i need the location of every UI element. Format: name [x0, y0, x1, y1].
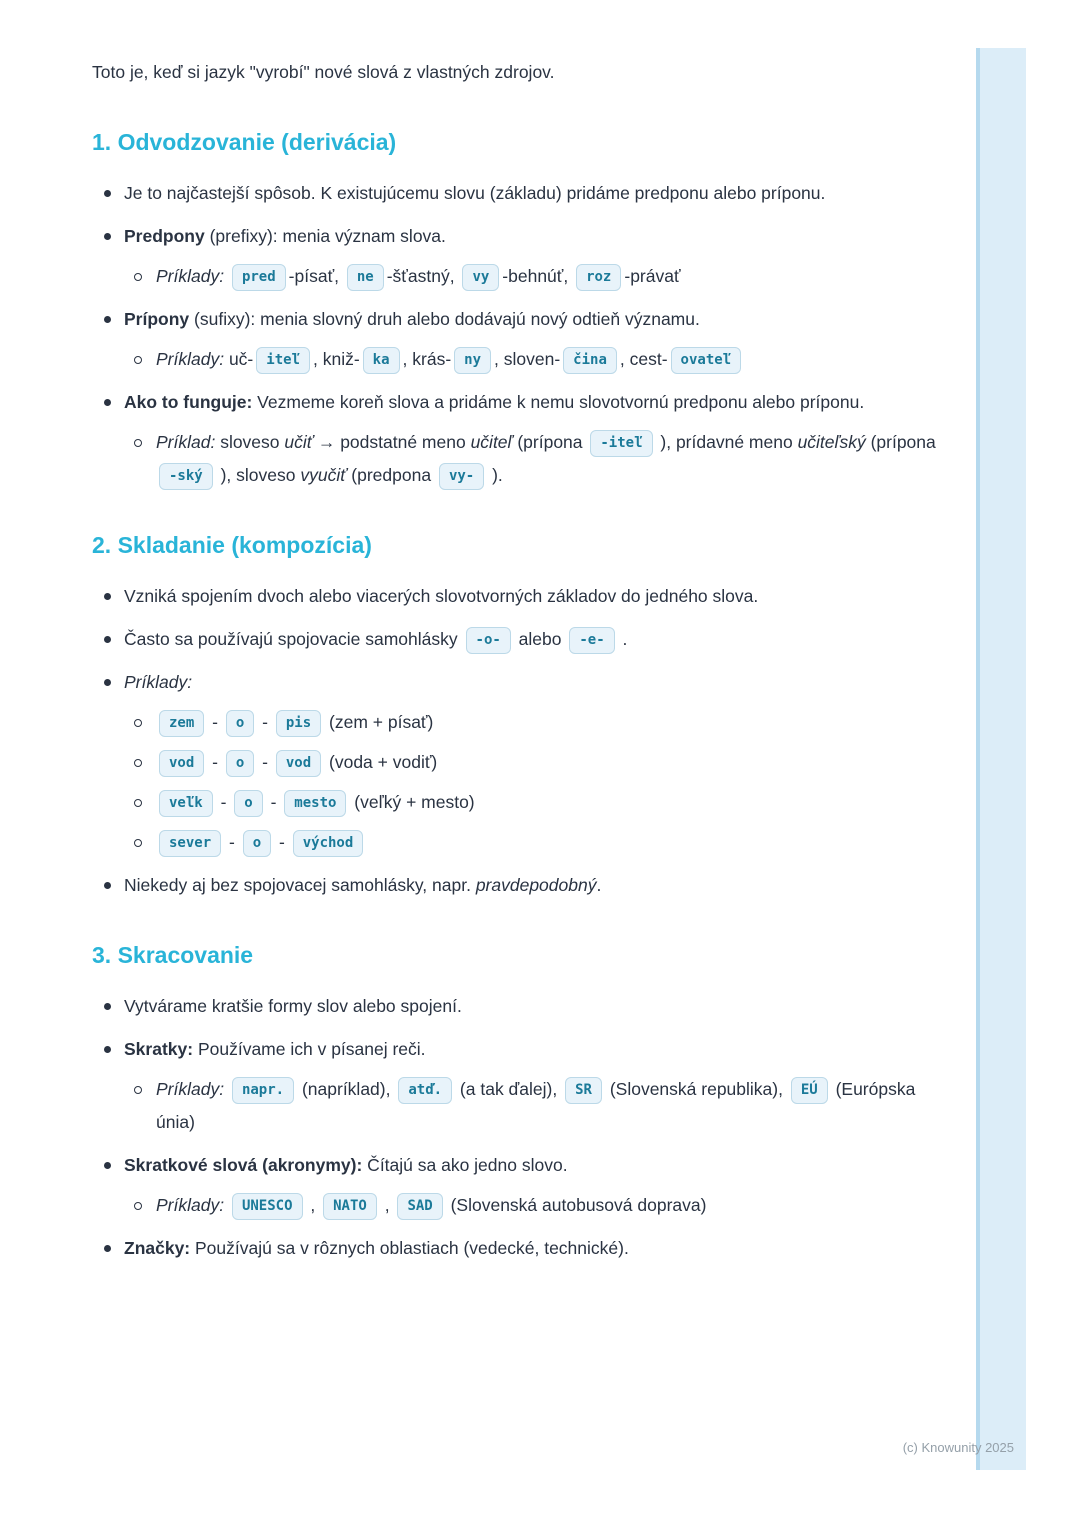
bullet-circle-icon	[134, 1073, 156, 1139]
list-item	[92, 990, 944, 1023]
list-item-text	[124, 580, 944, 613]
text-segment: Príklad:	[156, 432, 216, 452]
bullet-circle-icon	[134, 426, 156, 492]
sub-list-item	[92, 786, 944, 819]
text-segment: Príklady:	[156, 349, 229, 369]
list-item-text	[156, 260, 944, 293]
text-segment: -	[257, 712, 273, 732]
text-segment: , sloven-	[494, 349, 561, 369]
code-chip: EÚ	[791, 1077, 828, 1104]
sub-list-item	[92, 1189, 944, 1222]
code-chip: východ	[293, 830, 364, 857]
copyright-notice: (c) Knowunity 2025	[902, 1440, 1014, 1455]
list-item	[92, 869, 944, 902]
bullet-dot-icon	[92, 869, 124, 902]
text-segment: 3. Skracovanie	[92, 942, 254, 968]
text-segment: Značky:	[124, 1238, 191, 1258]
code-chip: ne	[347, 264, 384, 291]
list-item-text	[124, 220, 944, 253]
code-chip: zem	[159, 710, 204, 737]
list-item-text	[124, 1033, 944, 1066]
text-segment: Niekedy aj bez spojovacej samohlásky, napr.	[124, 875, 476, 895]
text-segment: ,	[379, 1195, 395, 1215]
bullet-dot-icon	[92, 177, 124, 210]
code-chip: SAD	[397, 1193, 442, 1220]
list-item-text	[124, 386, 944, 419]
code-chip: vy	[462, 264, 499, 291]
list-item	[92, 303, 944, 336]
text-segment: alebo	[513, 629, 567, 649]
code-chip: sever	[159, 830, 221, 857]
list-item-text	[156, 706, 944, 739]
text-segment: pravdepodobný	[475, 875, 597, 895]
list-item-text	[124, 869, 944, 902]
page-edge-strip	[980, 48, 1026, 1470]
list-item-text	[156, 786, 944, 819]
list-item-text	[156, 826, 944, 859]
list-item	[92, 1232, 944, 1265]
code-chip: o	[234, 790, 262, 817]
text-segment: (prípona	[865, 432, 936, 452]
text-segment: Ako to funguje:	[124, 392, 253, 412]
bullet-dot-icon	[92, 580, 124, 613]
text-segment: vyučiť	[300, 465, 347, 485]
text-segment: (a tak ďalej),	[455, 1079, 563, 1099]
list-item-text	[156, 1073, 944, 1139]
code-chip: NATO	[323, 1193, 377, 1220]
text-segment: -právať	[624, 266, 681, 286]
code-chip: o	[226, 750, 254, 777]
text-segment: Príklady:	[124, 672, 193, 692]
text-segment: (prefixy): menia význam slova.	[204, 226, 446, 246]
text-segment: (napríklad),	[297, 1079, 396, 1099]
list-item-text	[124, 623, 944, 656]
text-segment: Predpony	[124, 226, 205, 246]
bullet-dot-icon	[92, 990, 124, 1023]
code-chip: ovateľ	[671, 347, 742, 374]
text-segment: uč-	[228, 349, 254, 369]
text-segment: Príklady:	[156, 1195, 229, 1215]
text-segment: -	[215, 792, 232, 812]
intro-paragraph	[92, 56, 944, 89]
sub-list-item	[92, 826, 944, 859]
text-segment: Vytvárame kratšie formy slov alebo spojení.	[124, 996, 462, 1016]
sub-list-item	[92, 426, 944, 492]
code-chip: pis	[276, 710, 321, 737]
text-segment: -behnúť,	[502, 266, 574, 286]
code-chip: o	[243, 830, 271, 857]
text-segment: Je to najčastejší spôsob. K existujúcemu slovu (základu) pridáme predponu alebo príponu.	[124, 183, 826, 203]
sub-list-item	[92, 260, 944, 293]
list-item	[92, 1149, 944, 1182]
bullet-dot-icon	[92, 666, 124, 699]
text-segment: -	[224, 832, 240, 852]
list-item-text	[156, 746, 944, 779]
bullet-dot-icon	[92, 623, 124, 656]
list-item-text	[156, 343, 944, 376]
text-segment: Toto je, keď si jazyk "vyrobí" nové slová z vlastných zdrojov.	[92, 62, 555, 82]
list-item-text	[124, 666, 944, 699]
list-item-text	[124, 1149, 944, 1182]
bullet-circle-icon	[134, 1189, 156, 1222]
text-segment: -	[265, 792, 282, 812]
list-item	[92, 220, 944, 253]
bullet-dot-icon	[92, 303, 124, 336]
sub-list-item	[92, 746, 944, 779]
text-segment: Čítajú sa ako jedno slovo.	[362, 1155, 568, 1175]
text-segment: Používame ich v písanej reči.	[193, 1039, 426, 1059]
list-item	[92, 580, 944, 613]
code-chip: UNESCO	[232, 1193, 303, 1220]
sub-list-item	[92, 343, 944, 376]
code-chip: mesto	[284, 790, 346, 817]
text-segment: (predpona	[346, 465, 436, 485]
text-segment: (Európska únia)	[156, 1079, 916, 1132]
text-segment: Príklady:	[156, 266, 229, 286]
text-segment: -	[207, 712, 223, 732]
text-segment: .	[617, 629, 628, 649]
text-segment: ).	[487, 465, 503, 485]
code-chip: veľk	[159, 790, 213, 817]
text-segment: učiť	[284, 432, 313, 452]
text-segment: Skratkové slová (akronymy):	[124, 1155, 363, 1175]
code-chip: -ský	[159, 463, 213, 490]
bullet-circle-icon	[134, 786, 156, 819]
list-item-text	[124, 177, 944, 210]
text-segment: , cest-	[619, 349, 668, 369]
bullet-dot-icon	[92, 1232, 124, 1265]
text-segment: (sufixy): menia slovný druh alebo dodávajú nový odtieň významu.	[189, 309, 700, 329]
text-segment: -	[257, 752, 273, 772]
bullet-circle-icon	[134, 706, 156, 739]
code-chip: iteľ	[256, 347, 310, 374]
bullet-circle-icon	[134, 826, 156, 859]
text-segment: -šťastný,	[386, 266, 460, 286]
text-segment: 2. Skladanie (kompozícia)	[92, 532, 372, 558]
sub-list-item	[92, 1073, 944, 1139]
text-segment: Používajú sa v rôznych oblastiach (vedecké, technické).	[190, 1238, 629, 1258]
list-item	[92, 623, 944, 656]
code-chip: roz	[576, 264, 621, 291]
text-segment: (zem + písať)	[324, 712, 434, 732]
code-chip: ny	[454, 347, 491, 374]
document-content	[92, 56, 944, 1275]
text-segment: (veľký + mesto)	[349, 792, 475, 812]
bullet-dot-icon	[92, 220, 124, 253]
section-heading	[92, 530, 944, 560]
text-segment: Skratky:	[124, 1039, 194, 1059]
text-segment: ,	[305, 1195, 321, 1215]
bullet-dot-icon	[92, 1149, 124, 1182]
list-item-text	[124, 1232, 944, 1265]
code-chip: vy-	[439, 463, 484, 490]
text-segment: .	[596, 875, 602, 895]
bullet-circle-icon	[134, 343, 156, 376]
text-segment: (voda + vodiť)	[324, 752, 438, 772]
text-segment: -	[274, 832, 290, 852]
bullet-dot-icon	[92, 1033, 124, 1066]
text-segment: učiteľský	[797, 432, 866, 452]
section-heading	[92, 127, 944, 157]
text-segment: → podstatné meno	[312, 432, 471, 452]
text-segment: Prípony	[124, 309, 190, 329]
list-item-text	[124, 303, 944, 336]
text-segment: Vezmeme koreň slova a pridáme k nemu slovotvornú predponu alebo príponu.	[252, 392, 865, 412]
bullet-dot-icon	[92, 386, 124, 419]
code-chip: napr.	[232, 1077, 294, 1104]
text-segment: Často sa používajú spojovacie samohlásky	[124, 629, 463, 649]
code-chip: SR	[565, 1077, 602, 1104]
text-segment: ), sloveso	[215, 465, 301, 485]
code-chip: -o-	[466, 627, 511, 654]
code-chip: čina	[563, 347, 617, 374]
list-item-text	[124, 990, 944, 1023]
code-chip: -e-	[569, 627, 614, 654]
sub-list-item	[92, 706, 944, 739]
list-item-text	[156, 426, 944, 492]
bullet-circle-icon	[134, 260, 156, 293]
section-heading	[92, 940, 944, 970]
list-item	[92, 386, 944, 419]
code-chip: ka	[363, 347, 400, 374]
code-chip: -iteľ	[590, 430, 652, 457]
text-segment: Príklady:	[156, 1079, 229, 1099]
text-segment: sloveso	[215, 432, 285, 452]
text-segment: učiteľ	[470, 432, 513, 452]
code-chip: o	[226, 710, 254, 737]
text-segment: (Slovenská republika),	[604, 1079, 788, 1099]
bullet-circle-icon	[134, 746, 156, 779]
list-item	[92, 1033, 944, 1066]
code-chip: vod	[276, 750, 321, 777]
list-item	[92, 666, 944, 699]
text-segment: Vzniká spojením dvoch alebo viacerých slovotvorných základov do jedného slova.	[124, 586, 759, 606]
text-segment: -	[207, 752, 223, 772]
text-segment: (prípona	[512, 432, 588, 452]
text-segment: (Slovenská autobusová doprava)	[445, 1195, 707, 1215]
code-chip: pred	[232, 264, 286, 291]
text-segment: , kniž-	[312, 349, 360, 369]
code-chip: vod	[159, 750, 204, 777]
text-segment: -písať,	[288, 266, 344, 286]
text-segment: , krás-	[402, 349, 452, 369]
text-segment: ), prídavné meno	[655, 432, 798, 452]
code-chip: atď.	[398, 1077, 452, 1104]
text-segment: 1. Odvodzovanie (derivácia)	[92, 129, 397, 155]
list-item	[92, 177, 944, 210]
list-item-text	[156, 1189, 944, 1222]
